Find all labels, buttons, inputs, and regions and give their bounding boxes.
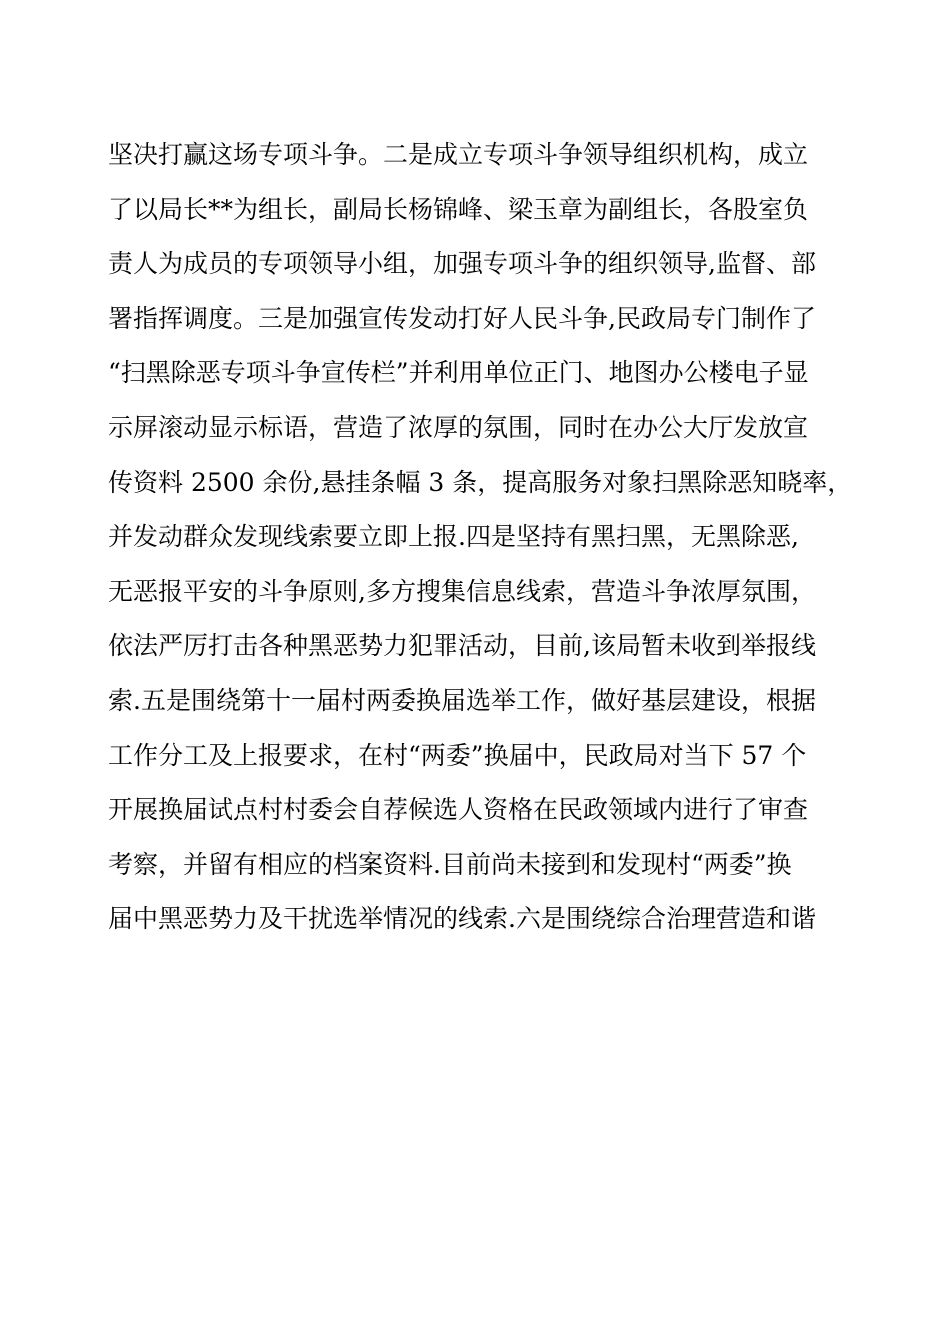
text-line: 依法严厉打击各种黑恶势力犯罪活动，目前,该局暂未收到举报线	[108, 631, 816, 661]
text-line: 工作分工及上报要求，在村“两委”换届中，民政局对当下 57 个	[108, 740, 807, 770]
text-line: 责人为成员的专项领导小组，加强专项斗争的组织领导,监督、部	[108, 249, 816, 279]
text-line: 了以局长**为组长，副局长杨锦峰、梁玉章为副组长，各股室负	[108, 194, 809, 224]
text-line: 开展换届试点村村委会自荐候选人资格在民政领域内进行了审查	[108, 795, 809, 825]
text-line: 署指挥调度。三是加强宣传发动打好人民斗争,民政局专门制作了	[108, 303, 816, 333]
text-line: 届中黑恶势力及干扰选举情况的线索.六是围绕综合治理营造和谐	[108, 904, 816, 934]
text-line: 并发动群众发现线索要立即上报.四是坚持有黑扫黑，无黑除恶,	[108, 522, 799, 552]
text-line: “扫黑除恶专项斗争宣传栏”并利用单位正门、地图办公楼电子显	[108, 358, 809, 388]
text-line: 考察，并留有相应的档案资料.目前尚未接到和发现村“两委”换	[108, 849, 792, 879]
text-line: 无恶报平安的斗争原则,多方搜集信息线索，营造斗争浓厚氛围，	[108, 576, 816, 606]
text-line: 传资料 2500 余份,悬挂条幅 3 条，提高服务对象扫黑除恶知晓率，	[108, 467, 853, 497]
text-line: 坚决打赢这场专项斗争。二是成立专项斗争领导组织机构，成立	[108, 140, 809, 169]
text-line: 索.五是围绕第十一届村两委换届选举工作，做好基层建设，根据	[108, 685, 816, 715]
body-text	[108, 128, 853, 947]
text-line: 示屏滚动显示标语，营造了浓厚的氛围，同时在办公大厅发放宣	[108, 412, 809, 442]
